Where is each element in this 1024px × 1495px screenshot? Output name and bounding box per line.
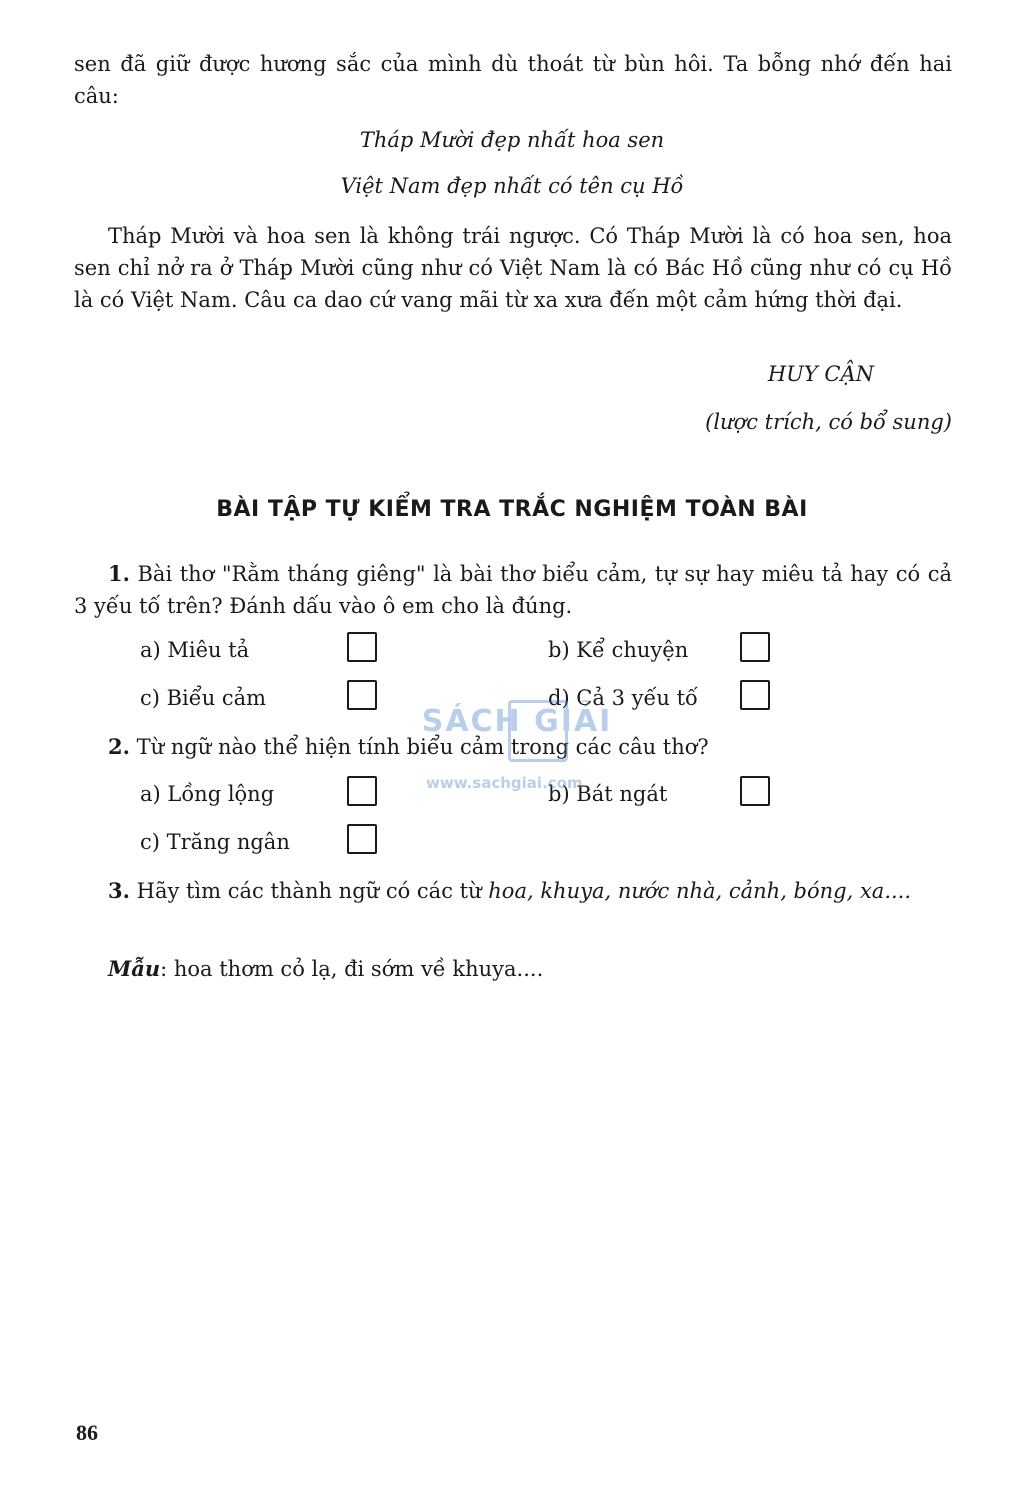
page-number: 86 [76,1420,98,1445]
watermark-brand: SÁCH GIẢI [421,704,613,739]
q2-option-c-label: c) Trăng ngân [140,830,290,854]
sample-label: Mẫu [108,956,161,981]
passage-paragraph-2: Tháp Mười và hoa sen là không trái ngược. Có Tháp Mười là có hoa sen, hoa sen chỉ nở ra ở Tháp Mười cũng như có Việt Nam là có Bác Hồ cũng như có cụ Hồ là có Việt Nam. Câu ca dao cứ vang mãi từ xa xưa đến một cảm hứng thời đại. [74,224,952,312]
question-2-text: Từ ngữ nào thể hiện tính biểu cảm trong các câu thơ? [136,735,709,759]
passage-paragraph-1: sen đã giữ được hương sắc của mình dù thoát từ bùn hôi. Ta bỗng nhớ đến hai câu: [74,52,952,108]
source-note: (lược trích, có bổ sung) [705,410,952,434]
q2-option-b-checkbox[interactable] [740,776,770,806]
exercise-heading: BÀI TẬP TỰ KIỂM TRA TRẮC NGHIỆM TOÀN BÀI [216,497,808,522]
sample-text: : hoa thơm cỏ lạ, đi sớm về khuya.... [160,957,544,981]
question-3-lead: Hãy tìm các thành ngữ có các từ [136,879,489,903]
question-1-number: 1. [108,561,130,586]
q2-option-a-label: a) Lồng lộng [140,782,275,806]
q1-option-b-checkbox[interactable] [740,632,770,662]
q1-option-c-label: c) Biểu cảm [140,686,267,710]
question-3 [74,875,952,907]
question-2-number: 2. [108,734,130,759]
question-3-number: 3. [108,878,130,903]
question-1 [74,558,952,622]
question-3-words: hoa, khuya, nước nhà, cảnh, bóng, xa.... [488,879,912,903]
q1-option-b-label: b) Kể chuyện [548,638,689,662]
q2-option-b-label: b) Bát ngát [548,782,668,806]
question-1-text: Bài thơ "Rằm tháng giêng" là bài thơ biểu cảm, tự sự hay miêu tả hay có cả 3 yếu tố trên? Đánh dấu vào ô em cho là đúng. [74,562,952,618]
verse-line-1: Tháp Mười đẹp nhất hoa sen [359,128,665,152]
q1-option-a-label: a) Miêu tả [140,638,250,662]
q1-option-a-checkbox[interactable] [347,632,377,662]
question-3-sample [74,953,952,985]
verse-line-2: Việt Nam đẹp nhất có tên cụ Hồ [340,174,684,198]
author-name: HUY CẬN [767,362,874,386]
q1-option-d-checkbox[interactable] [740,680,770,710]
q1-option-d-label: d) Cả 3 yếu tố [548,686,698,710]
q1-option-c-checkbox[interactable] [347,680,377,710]
question-2 [74,731,952,763]
watermark-url: www.sachgiai.com [426,774,583,792]
q2-option-a-checkbox[interactable] [347,776,377,806]
q2-option-c-checkbox[interactable] [347,824,377,854]
